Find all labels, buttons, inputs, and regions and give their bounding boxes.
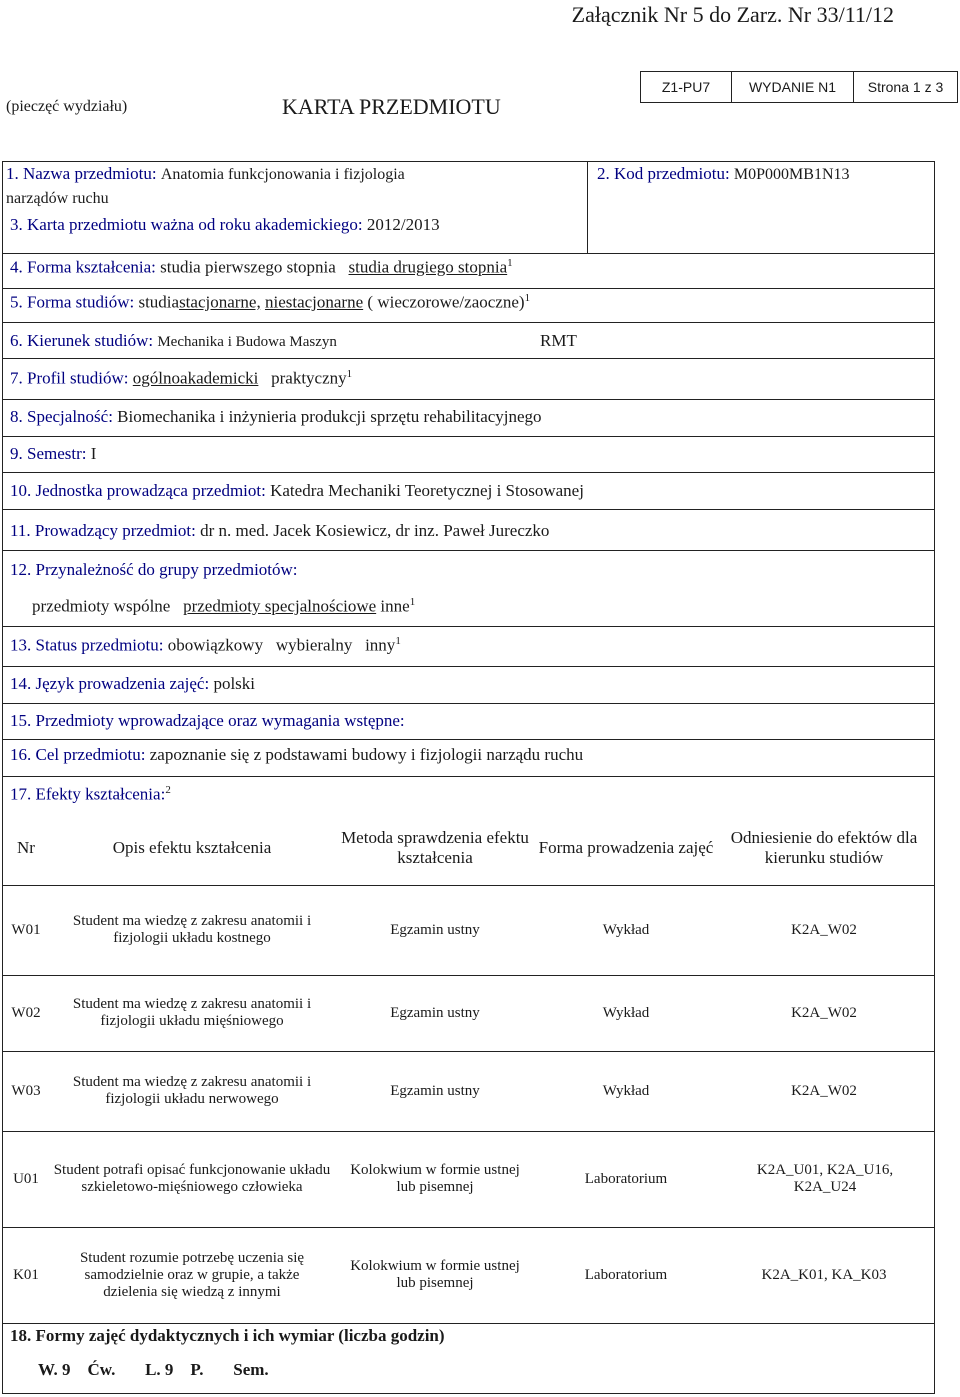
field-9-semester: 9. Semestr: I — [10, 444, 97, 463]
field-17-outcomes: 17. Efekty kształcenia:$^2$ — [10, 784, 171, 804]
field-13-status: 13. Status przedmiotu: obowiązkowy wybieralny inny$^1$ — [10, 635, 401, 655]
field-6-extra: RMT — [540, 331, 577, 350]
row-class-form: Wykład — [602, 921, 650, 938]
field-3-valid-year: 3. Karta przedmiotu ważna od roku akademickiego: 2012/2013 — [10, 215, 440, 234]
row-method: Kolokwium w formie ustnej lub pisemnej — [350, 1162, 520, 1195]
page-title: KARTA PRZEDMIOTU — [282, 94, 501, 119]
code-page: Strona 1 z 3 — [867, 79, 944, 95]
row-reference: K2A_W02 — [791, 1004, 857, 1021]
row-class-form: Wykład — [602, 1004, 650, 1021]
hours-project: P. — [190, 1360, 204, 1379]
hours-lab: L. 9 — [145, 1360, 174, 1379]
field-12-group: 12. Przynależność do grupy przedmiotów: — [10, 560, 298, 579]
frame-top — [2, 161, 935, 162]
field-1-course-name-cont: narządów ruchu — [6, 190, 109, 207]
faculty-stamp-label: (pieczęć wydziału) — [6, 98, 128, 115]
field-11-lecturer: 11. Prowadzący przedmiot: dr n. med. Jacek Kosiewicz, dr inz. Paweł Jureczko — [10, 521, 550, 540]
row-nr: W02 — [11, 1004, 41, 1021]
row-reference: K2A_U01, K2A_U16, K2A_U24 — [756, 1162, 894, 1195]
row-description: Student ma wiedzę z zakresu anatomii i fizjologii układu mięśniowego — [72, 996, 312, 1029]
annex-label: Załącznik Nr 5 do Zarz. Nr 33/11/12 — [571, 2, 894, 27]
code-form-number: Z1-PU7 — [641, 72, 732, 102]
field-2-course-code: 2. Kod przedmiotu: M0P000MB1N13 — [597, 164, 850, 183]
col-header-description: Opis efektu kształcenia — [112, 838, 272, 857]
row-nr: W03 — [11, 1082, 41, 1099]
row-method: Egzamin ustny — [390, 1082, 480, 1099]
code-divider — [587, 161, 588, 253]
col-header-method: Metoda sprawdzenia efektu kształcenia — [341, 828, 529, 867]
row-method: Egzamin ustny — [390, 921, 480, 938]
field-14-language: 14. Język prowadzenia zajęć: polski — [10, 674, 255, 693]
field-18-hours — [38, 1360, 269, 1380]
row-reference: K2A_W02 — [791, 1082, 857, 1099]
row-description: Student ma wiedzę z zakresu anatomii i fizjologii układu nerwowego — [72, 1074, 312, 1107]
row-nr: W01 — [11, 921, 41, 938]
hours-seminar: Sem. — [233, 1360, 269, 1379]
row-description: Student ma wiedzę z zakresu anatomii i fizjologii układu kostnego — [72, 913, 312, 946]
field-18-class-forms: 18. Formy zajęć dydaktycznych i ich wymiar (liczba godzin) — [10, 1326, 445, 1345]
field-6-field-of-study: 6. Kierunek studiów: Mechanika i Budowa Maszyn — [10, 331, 337, 350]
row-nr: U01 — [13, 1170, 39, 1187]
hours-exercises: Ćw. — [87, 1360, 116, 1379]
row-class-form: Wykład — [602, 1082, 650, 1099]
row-reference: K2A_W02 — [791, 921, 857, 938]
row-nr: K01 — [13, 1266, 39, 1283]
document-code-table — [640, 71, 958, 103]
field-16-objective: 16. Cel przedmiotu: zapoznanie się z podstawami budowy i fizjologii narządu ruchu — [10, 745, 584, 764]
field-1-course-name: 1. Nazwa przedmiotu: Anatomia funkcjonowania i fizjologia — [6, 164, 405, 183]
row-method: Egzamin ustny — [390, 1004, 480, 1021]
row-description: Student potrafi opisać funkcjonowanie układu szkieletowo-mięśniowego człowieka — [53, 1162, 331, 1195]
col-header-class-form: Forma prowadzenia zajęć — [538, 838, 714, 857]
row-class-form: Laboratorium — [584, 1266, 668, 1283]
code-edition: WYDANIE N1 — [732, 72, 854, 102]
row-class-form: Laboratorium — [584, 1170, 668, 1187]
field-10-unit: 10. Jednostka prowadząca przedmiot: Katedra Mechaniki Teoretycznej i Stosowanej — [10, 481, 584, 500]
row-reference: K2A_K01, KA_K03 — [761, 1266, 887, 1283]
field-5-study-form: 5. Forma studiów: studiastacjonarne, niestacjonarne ( wieczorowe/zaoczne)$^1$ — [10, 292, 531, 312]
col-header-nr: Nr — [17, 838, 35, 857]
field-8-specialty: 8. Specjalność: Biomechanika i inżynieria produkcji sprzętu rehabilitacyjnego — [10, 407, 542, 426]
field-7-profile: 7. Profil studiów: ogólnoakademicki praktyczny$^1$ — [10, 368, 353, 388]
col-header-reference: Odniesienie do efektów dla kierunku studiów — [730, 828, 918, 867]
field-12-options: przedmioty wspólne przedmioty specjalnościowe inne$^1$ — [32, 596, 416, 616]
row-method: Kolokwium w formie ustnej lub pisemnej — [350, 1258, 520, 1291]
row-description: Student rozumie potrzebę uczenia się samodzielnie oraz w grupie, a także dzielenia się wiedzą z innymi — [79, 1249, 305, 1300]
field-15-prerequisites: 15. Przedmioty wprowadzające oraz wymagania wstępne: — [10, 711, 405, 730]
field-4-education-form: 4. Forma kształcenia: studia pierwszego stopnia studia drugiego stopnia$^1$ — [10, 257, 513, 277]
frame-right — [934, 161, 935, 1394]
hours-lecture: W. 9 — [38, 1360, 71, 1379]
